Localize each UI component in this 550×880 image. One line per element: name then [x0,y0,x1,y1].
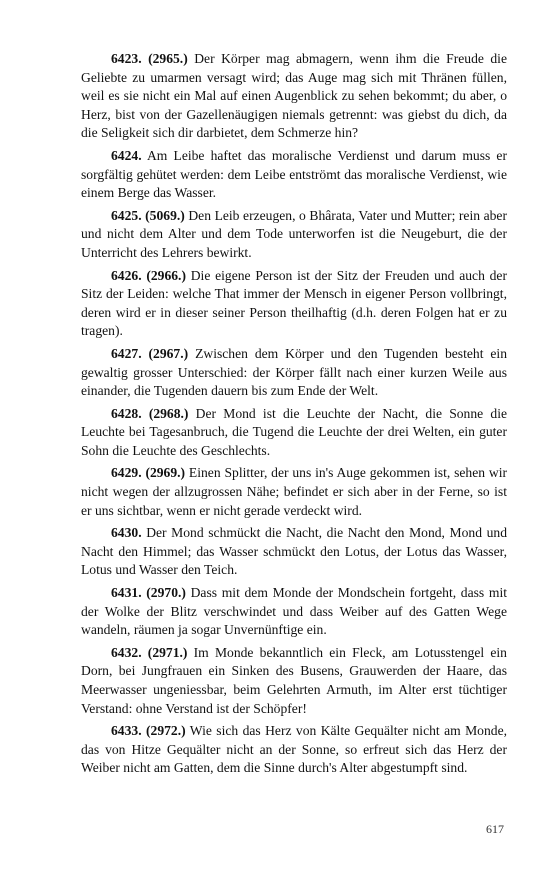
entry-text: Einen Splitter, der uns in's Auge gekommen ist, sehen wir nicht wegen der allzugrossen Nähe; befindet er sich aber in der Ferne, so ist er uns sichtbar, wenn er nicht gerade verdeckt wird. [81,465,507,518]
entry-6430 [81,524,507,580]
entry-6427 [81,345,507,401]
entry-reference: (2965.) [148,51,188,66]
entry-text: Die eigene Person ist der Sitz der Freuden und auch der Sitz der Leiden: welche That immer der Mensch in eigener Person vollbringt, deren wird er in dieser seiner Person theilhaftig (d.h. deren Folgen hat er zu tragen). [81,267,507,339]
entry-number: 6425. [111,207,142,223]
entry-number: 6429. [111,465,142,481]
entry-text: Der Mond ist die Leuchte der Nacht, die Sonne die Leuchte bei Tagesanbruch, die Tugend die Leuchte der drei Welten, ein guter Sohn die Leuchte des Geschlechts. [81,405,507,458]
entry-6423 [81,50,507,143]
entry-reference: (2967.) [148,345,189,361]
entry-text: Der Körper mag abmagern, wenn ihm die Freude die Geliebte zu umarmen versagt wird; das Auge mag sich mit Thränen füllen, weil es sie nicht ein Mal auf einen Augenblick zu sehen bekommt; du aber, o Herz, bist von der Gazellenäugigen niemals getrennt: was giebst du dich, da die Seligkeit sich dir darbietet, dem Schmerze hin? [81,51,507,141]
page-number: 617 [486,822,504,836]
entry-6433 [81,722,507,778]
page-body [81,50,507,782]
entry-number: 6428. [111,405,142,421]
entry-text: Dass mit dem Monde der Mondschein fortgeht, dass mit der Wolke der Blitz verschwindet und dass Weiber auf des Gatten Wege wandeln, räumen ja sogar Unvernünftige ein. [81,585,508,638]
entry-reference: (2972.) [146,723,186,739]
entry-text: Den Leib erzeugen, o Bhârata, Vater und Mutter; rein aber und nicht dem Alter und dem Tode unterworfen ist die Neugeburt, die der Unterricht des Lehrers bewirkt. [81,207,507,260]
entry-6432 [81,644,507,718]
entry-6426 [81,267,507,341]
entry-6431 [81,584,507,640]
entry-6424 [81,147,507,203]
entry-reference: (2969.) [145,465,186,481]
entry-6428 [81,405,507,461]
entry-number: 6432. [111,644,142,660]
entry-number: 6423. [111,51,142,66]
entry-text: Am Leibe haftet das moralische Verdienst und darum muss er sorgfältig gehütet werden: dem Leibe entströmt das moralische Verdienst, wie einem Berge das Wasser. [81,147,507,201]
entry-number: 6426. [111,267,142,283]
entry-text: Der Mond schmückt die Nacht, die Nacht den Mond, Mond und Nacht den Himmel; das Wasser schmückt den Lotus, der Lotus das Wasser, Lotus und Wasser den Teich. [81,525,508,578]
entry-number: 6433. [111,723,142,739]
entry-number: 6424. [111,147,142,163]
entry-reference: (2970.) [146,585,186,601]
entry-text: Im Monde bekanntlich ein Fleck, am Lotusstengel ein Dorn, bei Jungfrauen ein Sinken des Busens, Grauwerden der Haare, das Meerwasser ungeniessbar, beim Gelehrten Armuth, im Alter erst tüchtiger Verstand: ohne Verstand ist der Schöpfer! [81,644,507,716]
entry-text: Zwischen dem Körper und den Tugenden besteht ein gewaltig grosser Unterschied: der Körper fällt nach einer kurzen Weile aus einander, die Tugenden dauern bis zum Ende der Welt. [81,345,507,399]
entry-reference: (2968.) [148,405,189,421]
entry-reference: (2971.) [147,644,188,660]
entry-reference: (5069.) [145,207,185,223]
entry-number: 6427. [111,345,142,361]
entry-number: 6430. [111,525,142,541]
entry-reference: (2966.) [146,267,186,283]
entry-number: 6431. [111,585,142,601]
entry-6429 [81,464,507,520]
entry-6425 [81,207,507,263]
entry-text: Wie sich das Herz von Kälte Gequälter nicht am Monde, das von Hitze Gequälter nicht an der Sonne, so erfreut sich das Herz der Weiber nicht am Gatten, dem die Sinne durch's Alter abgestumpft sind. [81,723,508,776]
